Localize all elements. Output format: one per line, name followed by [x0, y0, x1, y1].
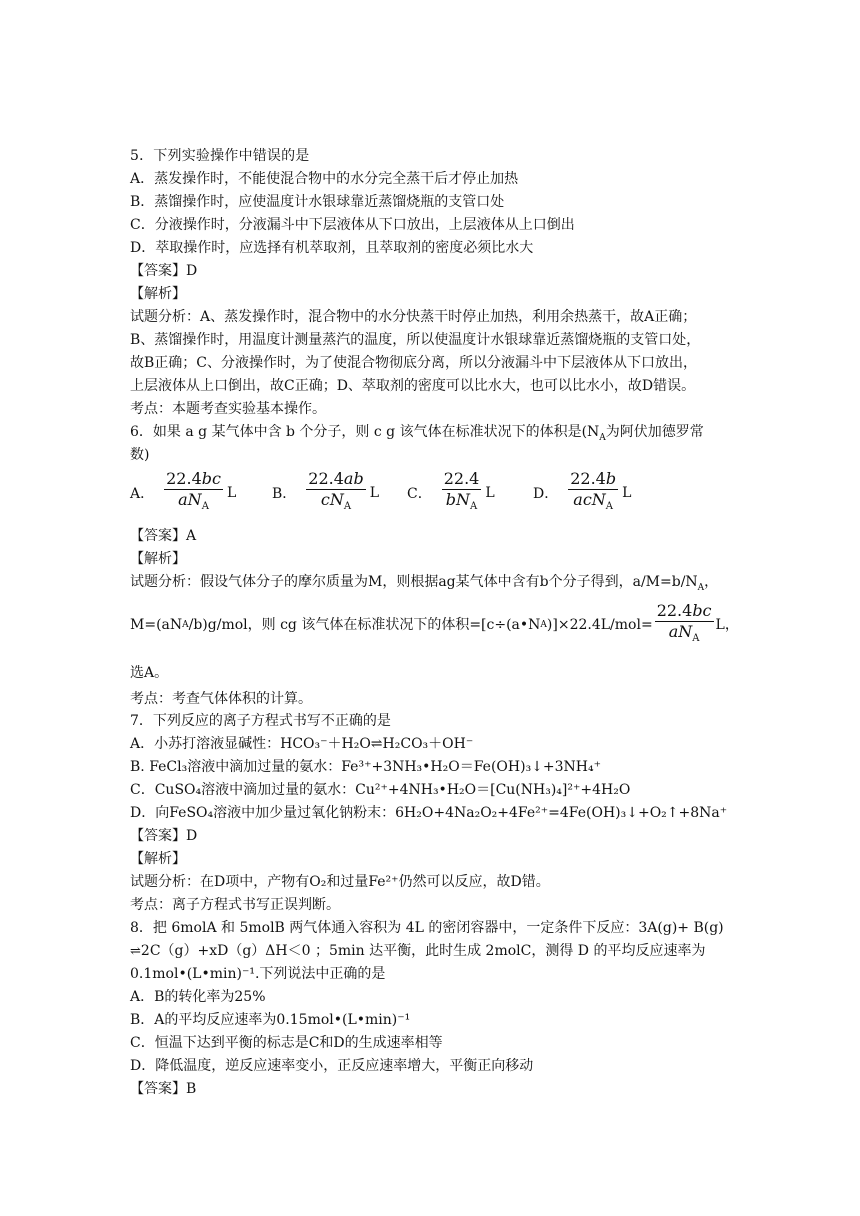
q6-option-b-num: ab — [343, 469, 364, 488]
q6-option-d-label: D． — [533, 486, 559, 503]
q6-analysis-end-1: ， — [704, 574, 719, 590]
q8-stem-line-1: 8．把 6molA 和 5molB 两气体通入容积为 4L 的密闭容器中，一定条件下反应：3A(g)+ B(g) — [130, 920, 724, 936]
equilibrium-arrow-icon: ⇌ — [130, 944, 141, 959]
q6-analysis-num-prefix: 22.4 — [656, 601, 693, 620]
q5-option-b: B．蒸馏操作时，应使温度计水银球靠近蒸馏烧瓶的支管口处 — [130, 194, 505, 210]
q5-option-a: A．蒸发操作时，不能使混合物中的水分完全蒸干后才停止加热 — [130, 171, 519, 187]
q6-option-c-label: C． — [407, 486, 432, 503]
q6-analysis-text-2c: )]×22.4L/mol= — [546, 617, 653, 634]
q5-analysis-line-3: 故B正确；C、分液操作时，为了使混合物彻底分离，所以分液漏斗中下层液体从下口放出， — [130, 355, 697, 371]
q6-option-c-fraction — [442, 470, 482, 516]
q6-option-a-fraction — [164, 470, 223, 516]
q8-option-d: D．降低温度，逆反应速率变小，正反应速率增大，平衡正向移动 — [130, 1058, 534, 1074]
q6-option-d-num-prefix: 22.4 — [570, 469, 606, 488]
q6-option-a-unit: L — [226, 485, 237, 502]
q6-option-b-fraction — [306, 470, 365, 516]
q6-analysis-line-3: 选A。 — [130, 665, 169, 681]
q6-stem-sub: A — [599, 432, 606, 443]
q6-option-b-den-sub: A — [343, 501, 352, 513]
q5-analysis-label: 【解析】 — [130, 286, 186, 302]
q7-point: 考点：离子方程式书写正误判断。 — [130, 897, 340, 913]
q6-analysis-line-1 — [130, 572, 718, 598]
q8-option-a: A．B的转化率为25% — [130, 989, 266, 1005]
q6-analysis-line-2 — [130, 602, 739, 648]
q6-option-d-den-sub: A — [605, 501, 614, 513]
q7-option-d: D．向FeSO₄溶液中加少量过氧化钠粉末：6H₂O+4Na₂O₂+4Fe²⁺=4Fe(OH)₃↓+O₂↑+8Na⁺ — [130, 805, 728, 821]
q8-answer: 【答案】B — [130, 1081, 197, 1097]
q6-point: 考点：考查气体体积的计算。 — [130, 691, 312, 707]
q6-analysis-num: bc — [692, 601, 712, 620]
q6-option-c-unit: L — [485, 485, 495, 502]
q7-analysis-label: 【解析】 — [130, 851, 186, 867]
q6-option-b-num-prefix: 22.4 — [308, 469, 344, 488]
q6-analysis-sub-1: A — [697, 582, 705, 593]
q5-analysis-line-2: B、蒸馏操作时，用温度计测量蒸汽的温度，所以使温度计水银球靠近蒸馏烧瓶的支管口处， — [130, 332, 701, 348]
q6-stem-line-2: 数) — [130, 447, 150, 463]
q6-analysis-sub-2a: A — [182, 620, 189, 631]
q6-option-d-den: acN — [573, 490, 606, 509]
q7-answer: 【答案】D — [130, 828, 198, 844]
q6-analysis-sub-2b: A — [540, 620, 547, 631]
q7-analysis-line-1: 试题分析：在D项中，产物有O₂和过量Fe²⁺仍然可以反应，故D错。 — [130, 874, 550, 890]
q6-option-d-unit: L — [622, 485, 632, 502]
q6-option-a — [130, 470, 236, 516]
q5-analysis-line-4: 上层液体从上口倒出，故C正确；D、萃取剂的密度可以比水大，也可以比水小，故D错误。 — [130, 378, 696, 394]
q8-stem-line-3: 0.1mol•(L•min)⁻¹.下列说法中正确的是 — [130, 966, 386, 982]
q6-option-b — [272, 470, 379, 516]
q6-stem-text-2: 为阿伏加德罗常 — [605, 424, 704, 440]
q6-option-b-label: B． — [272, 486, 297, 503]
q6-option-c-den: bN — [445, 490, 471, 509]
q8-option-b: B．A的平均反应速率为0.15mol•(L•min)⁻¹ — [130, 1012, 411, 1028]
q6-analysis-text-2a: M=(aN — [130, 617, 183, 634]
q6-analysis-text-2b: /b)g/mol，则 cg 该气体在标准状况下的体积=[c÷(a•N — [188, 617, 541, 634]
q6-option-c-num-prefix: 22.4 — [443, 469, 480, 488]
q6-option-a-num: bc — [201, 469, 221, 488]
q5-point: 考点：本题考查实验基本操作。 — [130, 401, 326, 417]
q6-option-d — [533, 470, 631, 516]
q5-analysis-line-1: 试题分析：A、蒸发操作时，混合物中的水分快蒸干时停止加热，利用余热蒸干，故A正确； — [130, 309, 697, 325]
q5-option-d: D．萃取操作时，应选择有机萃取剂，且萃取剂的密度必须比水大 — [130, 240, 534, 256]
q5-option-c: C．分液操作时，分液漏斗中下层液体从下口放出，上层液体从上口倒出 — [130, 217, 575, 233]
q7-stem: 7．下列反应的离子方程式书写不正确的是 — [130, 713, 391, 729]
q6-option-b-den: cN — [320, 490, 344, 509]
q7-option-a: A．小苏打溶液显碱性：HCO₃⁻＋H₂O⇌H₂CO₃＋OH⁻ — [130, 736, 474, 752]
q6-option-c — [407, 470, 495, 516]
q7-option-c: C．CuSO₄溶液中滴加过量的氨水：Cu²⁺+4NH₃•H₂O＝[Cu(NH₃)₄]²⁺+4H₂O — [130, 782, 631, 798]
q6-option-c-den-sub: A — [470, 501, 478, 513]
q8-stem-text-2: 2C（g）+xD（g）ΔH＜0 ；5min 达平衡，此时生成 2molC，测得 D 的平均反应速率为 — [140, 943, 706, 959]
q7-option-b: B. FeCl₃溶液中滴加过量的氨水：Fe³⁺+3NH₃•H₂O＝Fe(OH)₃↓+3NH₄⁺ — [130, 759, 602, 775]
q8-stem-line-2 — [130, 941, 705, 962]
q6-analysis-unit: L， — [715, 617, 739, 634]
q6-stem-text-1: 6．如果 a g 某气体中含 b 个分子，则 c g 该气体在标准状况下的体积是(N — [130, 424, 600, 440]
q5-stem: 5．下列实验操作中错误的是 — [130, 148, 310, 164]
q6-option-d-fraction — [568, 470, 618, 516]
q5-answer: 【答案】D — [130, 263, 198, 279]
q6-option-a-label: A． — [130, 486, 155, 503]
q8-option-c: C．恒温下达到平衡的标志是C和D的生成速率相等 — [130, 1035, 443, 1051]
q6-analysis-text-1: 试题分析：假设气体分子的摩尔质量为M，则根据ag某气体中含有b个分子得到，a/M=b/N — [130, 574, 698, 590]
q6-option-d-num: b — [605, 469, 617, 488]
q6-analysis-den: aN — [668, 622, 693, 641]
q6-option-a-num-prefix: 22.4 — [166, 469, 202, 488]
q6-option-a-den-sub: A — [201, 501, 209, 513]
q6-option-a-den: aN — [178, 490, 202, 509]
q6-analysis-den-sub: A — [692, 633, 700, 645]
q6-analysis-label: 【解析】 — [130, 551, 186, 567]
q6-analysis-fraction — [655, 602, 714, 648]
q6-option-b-unit: L — [369, 485, 379, 502]
q6-answer: 【答案】A — [130, 528, 197, 544]
q6-stem-line-1 — [130, 422, 704, 448]
